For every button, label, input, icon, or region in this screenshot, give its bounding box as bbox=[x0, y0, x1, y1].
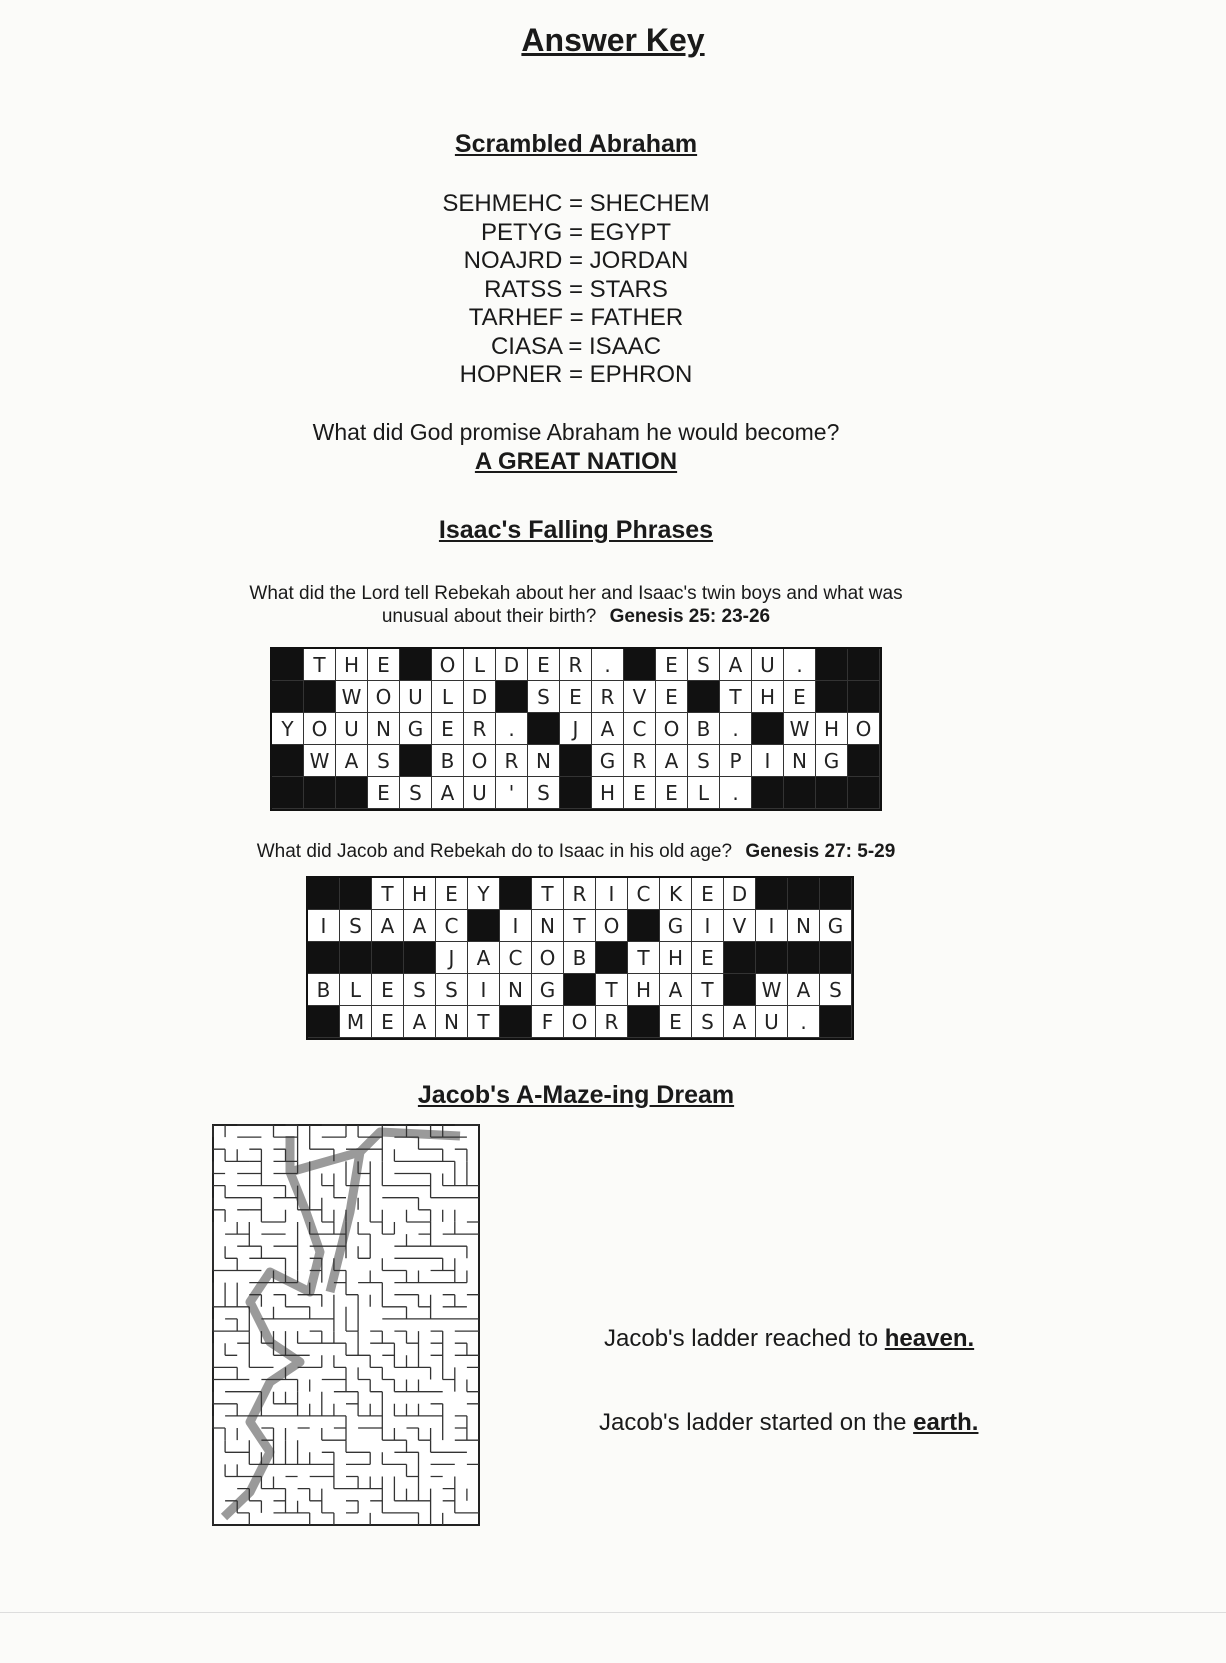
grid-cell-letter: N bbox=[788, 910, 820, 942]
pair-line: TARHEF = FATHER bbox=[468, 304, 684, 331]
falling-heading: Isaac's Falling Phrases bbox=[438, 516, 714, 544]
grid-cell-letter: N bbox=[500, 974, 532, 1006]
grid-cell-letter: O bbox=[304, 713, 336, 745]
grid-row bbox=[308, 974, 852, 1006]
grid-cell-letter: A bbox=[656, 745, 688, 777]
grid-cell-letter: C bbox=[628, 878, 660, 910]
grid-row bbox=[272, 745, 880, 777]
grid-cell-black bbox=[756, 942, 788, 974]
scrambled-heading: Scrambled Abraham bbox=[454, 130, 698, 158]
grid-cell-letter: I bbox=[308, 910, 340, 942]
grid-cell-black bbox=[724, 942, 756, 974]
grid-row bbox=[272, 681, 880, 713]
prompt-line bbox=[176, 605, 976, 628]
grid-row bbox=[272, 713, 880, 745]
grid-cell-black bbox=[752, 713, 784, 745]
grid-cell-black bbox=[820, 878, 852, 910]
grid-cell-letter: . bbox=[720, 777, 752, 809]
grid-cell-letter: W bbox=[336, 681, 368, 713]
grid-cell-letter: E bbox=[692, 878, 724, 910]
grid-cell-black bbox=[820, 1006, 852, 1038]
grid-cell-letter: P bbox=[720, 745, 752, 777]
grid-cell-black bbox=[784, 777, 816, 809]
grid-cell-letter: Y bbox=[468, 878, 500, 910]
grid-cell-black bbox=[528, 713, 560, 745]
grid-cell-letter: G bbox=[592, 745, 624, 777]
grid-cell-letter: E bbox=[656, 681, 688, 713]
promise-question: What did God promise Abraham he would become? bbox=[312, 419, 840, 445]
falling-phrase-grid-2 bbox=[306, 876, 854, 1040]
grid-cell-letter: M bbox=[340, 1006, 372, 1038]
grid-cell-letter: E bbox=[372, 974, 404, 1006]
grid-cell-black bbox=[788, 878, 820, 910]
grid-cell-black bbox=[560, 777, 592, 809]
pair-line: PETYG = EGYPT bbox=[480, 218, 672, 246]
grid-row bbox=[308, 910, 852, 942]
grid-cell-letter: W bbox=[756, 974, 788, 1006]
grid-cell-black bbox=[628, 1006, 660, 1038]
grid-cell-letter: S bbox=[368, 745, 400, 777]
grid-cell-black bbox=[816, 649, 848, 681]
maze-drawing bbox=[210, 1122, 482, 1528]
grid-cell-black bbox=[304, 681, 336, 713]
grid-cell-letter: E bbox=[656, 777, 688, 809]
promise-answer-wrap bbox=[376, 448, 776, 476]
scrambled-heading-wrap bbox=[376, 130, 776, 159]
grid-cell-letter: I bbox=[468, 974, 500, 1006]
grid-row bbox=[308, 942, 852, 974]
grid-cell-letter: A bbox=[404, 1006, 436, 1038]
grid-cell-letter: A bbox=[404, 910, 436, 942]
maze-heading-wrap bbox=[376, 1081, 776, 1110]
grid-cell-letter: O bbox=[368, 681, 400, 713]
grid-cell-black bbox=[564, 974, 596, 1006]
grid-cell-letter: V bbox=[724, 910, 756, 942]
grid-cell-letter: . bbox=[784, 649, 816, 681]
grid-cell-letter: G bbox=[820, 910, 852, 942]
grid-cell-letter: H bbox=[660, 942, 692, 974]
grid-cell-letter: L bbox=[464, 649, 496, 681]
grid-cell-letter: L bbox=[340, 974, 372, 1006]
page-title: Answer Key bbox=[521, 22, 705, 58]
grid-cell-letter: E bbox=[372, 1006, 404, 1038]
grid-cell-letter: U bbox=[756, 1006, 788, 1038]
grid-cell-letter: S bbox=[688, 649, 720, 681]
pair-line: SEHMEHC = SHECHEM bbox=[442, 190, 710, 217]
grid-cell-letter: B bbox=[308, 974, 340, 1006]
scrambled-pairs bbox=[376, 190, 776, 390]
grid-cell-letter: C bbox=[500, 942, 532, 974]
grid-cell-letter: H bbox=[404, 878, 436, 910]
grid-cell-letter: E bbox=[784, 681, 816, 713]
grid-cell-letter: O bbox=[432, 649, 464, 681]
grid-cell-letter: O bbox=[596, 910, 628, 942]
grid-cell-letter: C bbox=[436, 910, 468, 942]
grid-cell-black bbox=[304, 777, 336, 809]
grid-cell-letter: . bbox=[592, 649, 624, 681]
grid-cell-letter: J bbox=[560, 713, 592, 745]
grid-cell-letter: C bbox=[624, 713, 656, 745]
grid-cell-letter: T bbox=[532, 878, 564, 910]
grid-cell-letter: I bbox=[756, 910, 788, 942]
grid-cell-black bbox=[404, 942, 436, 974]
grid-cell-black bbox=[820, 942, 852, 974]
grid-cell-letter: F bbox=[532, 1006, 564, 1038]
grid-cell-letter: . bbox=[720, 713, 752, 745]
grid-cell-letter: T bbox=[304, 649, 336, 681]
promise-answer: A GREAT NATION bbox=[474, 448, 678, 475]
grid-cell-letter: I bbox=[596, 878, 628, 910]
grid-cell-letter: I bbox=[752, 745, 784, 777]
grid-cell-black bbox=[628, 910, 660, 942]
grid-cell-black bbox=[308, 1006, 340, 1038]
grid-cell-letter: N bbox=[528, 745, 560, 777]
page-bottom-line bbox=[0, 1612, 1226, 1613]
grid-cell-black bbox=[848, 777, 880, 809]
grid-cell-letter: ' bbox=[496, 777, 528, 809]
grid-cell-letter: A bbox=[720, 649, 752, 681]
grid-cell-letter: W bbox=[784, 713, 816, 745]
grid-cell-letter: E bbox=[368, 777, 400, 809]
grid-cell-letter: E bbox=[624, 777, 656, 809]
grid-cell-black bbox=[400, 745, 432, 777]
grid-cell-letter: A bbox=[724, 1006, 756, 1038]
grid-cell-letter: V bbox=[624, 681, 656, 713]
grid-cell-letter: E bbox=[368, 649, 400, 681]
grid-row bbox=[308, 1006, 852, 1038]
grid-cell-letter: E bbox=[560, 681, 592, 713]
grid-cell-letter: N bbox=[368, 713, 400, 745]
grid-cell-letter: O bbox=[848, 713, 880, 745]
grid-cell-letter: D bbox=[724, 878, 756, 910]
falling-prompt-2 bbox=[176, 840, 976, 863]
grid-cell-letter: B bbox=[688, 713, 720, 745]
grid-cell-letter: E bbox=[528, 649, 560, 681]
grid-cell-letter: G bbox=[400, 713, 432, 745]
grid-cell-letter: H bbox=[592, 777, 624, 809]
grid-cell-black bbox=[272, 777, 304, 809]
grid-cell-letter: G bbox=[660, 910, 692, 942]
grid-cell-letter: T bbox=[596, 974, 628, 1006]
grid-cell-black bbox=[560, 745, 592, 777]
grid-cell-letter: S bbox=[688, 745, 720, 777]
maze-heading: Jacob's A-Maze-ing Dream bbox=[417, 1081, 735, 1109]
page-title-wrap bbox=[0, 22, 1226, 59]
grid-cell-black bbox=[848, 649, 880, 681]
grid-cell-letter: E bbox=[692, 942, 724, 974]
grid-cell-black bbox=[400, 649, 432, 681]
grid-cell-letter: G bbox=[532, 974, 564, 1006]
grid-cell-letter: O bbox=[656, 713, 688, 745]
grid-cell-black bbox=[372, 942, 404, 974]
grid-cell-letter: T bbox=[628, 942, 660, 974]
grid-cell-letter: T bbox=[692, 974, 724, 1006]
grid-cell-black bbox=[500, 1006, 532, 1038]
grid-cell-letter: R bbox=[464, 713, 496, 745]
grid-cell-letter: H bbox=[752, 681, 784, 713]
ladder-answer: heaven. bbox=[884, 1325, 975, 1352]
grid-cell-letter: B bbox=[564, 942, 596, 974]
grid-cell-letter: T bbox=[372, 878, 404, 910]
grid-row bbox=[272, 649, 880, 681]
grid-cell-letter: S bbox=[692, 1006, 724, 1038]
grid-cell-black bbox=[272, 745, 304, 777]
ladder-sentence: Jacob's ladder started on the bbox=[599, 1409, 914, 1436]
grid-cell-letter: H bbox=[628, 974, 660, 1006]
grid-cell-letter: T bbox=[468, 1006, 500, 1038]
grid-cell-black bbox=[752, 777, 784, 809]
grid-cell-letter: S bbox=[340, 910, 372, 942]
grid-row bbox=[308, 878, 852, 910]
grid-cell-black bbox=[724, 974, 756, 1006]
grid-cell-letter: B bbox=[432, 745, 464, 777]
grid-cell-letter: A bbox=[788, 974, 820, 1006]
grid-cell-letter: S bbox=[820, 974, 852, 1006]
pair-line: RATSS = STARS bbox=[484, 275, 668, 303]
grid-cell-black bbox=[336, 777, 368, 809]
grid-cell-letter: O bbox=[564, 1006, 596, 1038]
grid-cell-letter: E bbox=[656, 649, 688, 681]
grid-cell-letter: A bbox=[660, 974, 692, 1006]
grid-cell-letter: S bbox=[528, 681, 560, 713]
scripture-ref: Genesis 25: 23-26 bbox=[609, 606, 771, 627]
grid-cell-letter: A bbox=[372, 910, 404, 942]
grid-cell-letter: D bbox=[464, 681, 496, 713]
grid-cell-black bbox=[848, 745, 880, 777]
grid-cell-letter: A bbox=[468, 942, 500, 974]
grid-cell-black bbox=[500, 878, 532, 910]
grid-cell-letter: U bbox=[336, 713, 368, 745]
grid-cell-letter: A bbox=[592, 713, 624, 745]
falling-heading-wrap bbox=[376, 516, 776, 545]
grid-cell-black bbox=[848, 681, 880, 713]
grid-cell-letter: E bbox=[660, 1006, 692, 1038]
grid-cell-letter: D bbox=[496, 649, 528, 681]
grid-cell-letter: J bbox=[436, 942, 468, 974]
grid-cell-letter: U bbox=[752, 649, 784, 681]
grid-cell-letter: R bbox=[560, 649, 592, 681]
grid-cell-letter: O bbox=[464, 745, 496, 777]
grid-cell-black bbox=[340, 878, 372, 910]
pair-line: HOPNER = EPHRON bbox=[459, 361, 693, 388]
grid-cell-letter: T bbox=[720, 681, 752, 713]
grid-cell-letter: R bbox=[564, 878, 596, 910]
pair-line: CIASA = ISAAC bbox=[490, 332, 662, 360]
grid-cell-black bbox=[816, 777, 848, 809]
grid-cell-letter: O bbox=[532, 942, 564, 974]
grid-cell-letter: L bbox=[688, 777, 720, 809]
grid-cell-letter: A bbox=[336, 745, 368, 777]
grid-cell-black bbox=[468, 910, 500, 942]
grid-cell-letter: Y bbox=[272, 713, 304, 745]
grid-cell-letter: E bbox=[436, 878, 468, 910]
grid-cell-letter: T bbox=[564, 910, 596, 942]
grid-cell-letter: . bbox=[496, 713, 528, 745]
grid-cell-letter: R bbox=[496, 745, 528, 777]
grid-cell-black bbox=[308, 942, 340, 974]
grid-cell-black bbox=[496, 681, 528, 713]
grid-cell-letter: R bbox=[596, 1006, 628, 1038]
grid-cell-letter: U bbox=[400, 681, 432, 713]
grid-cell-letter: U bbox=[464, 777, 496, 809]
grid-cell-letter: E bbox=[432, 713, 464, 745]
grid-cell-letter: K bbox=[660, 878, 692, 910]
grid-cell-letter: S bbox=[436, 974, 468, 1006]
grid-cell-black bbox=[340, 942, 372, 974]
grid-cell-black bbox=[788, 942, 820, 974]
pair-line: NOAJRD = JORDAN bbox=[463, 247, 689, 274]
grid-cell-letter: H bbox=[816, 713, 848, 745]
grid-cell-letter: R bbox=[624, 745, 656, 777]
grid-cell-letter: N bbox=[532, 910, 564, 942]
grid-cell-black bbox=[272, 681, 304, 713]
grid-cell-black bbox=[624, 649, 656, 681]
grid-cell-letter: N bbox=[784, 745, 816, 777]
grid-cell-black bbox=[308, 878, 340, 910]
grid-cell-black bbox=[816, 681, 848, 713]
falling-prompt-1 bbox=[176, 582, 976, 628]
ladder-sentence: Jacob's ladder reached to bbox=[604, 1325, 885, 1352]
grid-cell-letter: R bbox=[592, 681, 624, 713]
grid-cell-black bbox=[272, 649, 304, 681]
prompt-line-text: unusual about their birth? bbox=[381, 606, 597, 627]
grid-cell-letter: A bbox=[432, 777, 464, 809]
grid-cell-black bbox=[688, 681, 720, 713]
grid-cell-letter: . bbox=[788, 1006, 820, 1038]
ladder-answer-earth bbox=[599, 1409, 978, 1437]
grid-cell-letter: W bbox=[304, 745, 336, 777]
grid-cell-letter: S bbox=[400, 777, 432, 809]
grid-cell-letter: G bbox=[816, 745, 848, 777]
grid-cell-letter: I bbox=[500, 910, 532, 942]
grid-row bbox=[272, 777, 880, 809]
grid-cell-letter: N bbox=[436, 1006, 468, 1038]
prompt-line-text: What did Jacob and Rebekah do to Isaac in his old age? bbox=[256, 841, 733, 862]
grid-cell-black bbox=[756, 878, 788, 910]
grid-cell-letter: L bbox=[432, 681, 464, 713]
prompt-line: What did the Lord tell Rebekah about her and Isaac's twin boys and what was bbox=[249, 583, 903, 604]
ladder-answer-heaven bbox=[604, 1325, 974, 1353]
grid-cell-letter: H bbox=[336, 649, 368, 681]
grid-cell-black bbox=[596, 942, 628, 974]
grid-cell-letter: S bbox=[528, 777, 560, 809]
grid-cell-letter: S bbox=[404, 974, 436, 1006]
ladder-answer: earth. bbox=[913, 1409, 979, 1436]
grid-cell-letter: I bbox=[692, 910, 724, 942]
scripture-ref: Genesis 27: 5-29 bbox=[745, 841, 896, 862]
falling-phrase-grid-1 bbox=[270, 647, 882, 811]
